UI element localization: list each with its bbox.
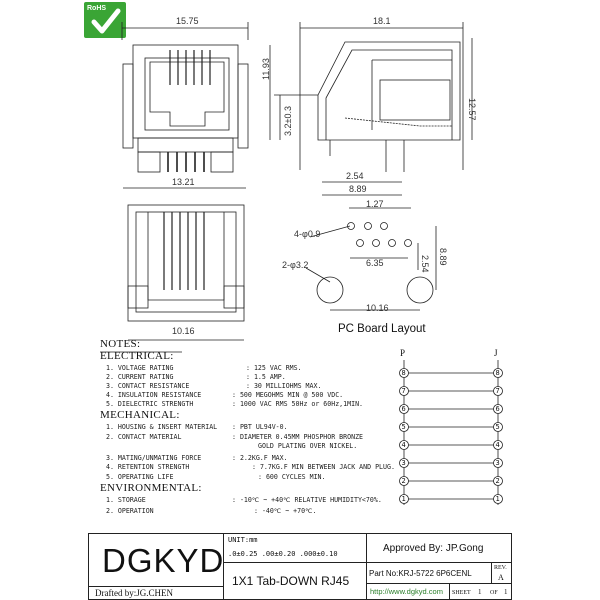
spec-value: : 500 MEGOHMS MIN @ 500 VDC. (232, 391, 344, 399)
spec-label: 4. RETENTION STRENGTH (106, 463, 190, 471)
spec-value: : 1000 VAC RMS 50Hz or 60Hz,1MIN. (232, 400, 364, 408)
dim-pin-span-side: 8.89 (349, 184, 367, 194)
dim-pin-height: 3.2±0.3 (283, 106, 293, 136)
drafted-cell (88, 586, 224, 600)
drawing-title: 1X1 Tab-DOWN RJ45 (232, 574, 350, 588)
dim-bottom-depth: 10.16 (172, 326, 195, 336)
drafted-by: Drafted by:JG.CHEN (95, 588, 173, 598)
company-url: http://www.dgkyd.com (370, 587, 443, 596)
bottom-view (123, 188, 246, 340)
dim-pcb-post-span: 10.16 (366, 303, 389, 313)
dim-side-width: 18.1 (373, 16, 391, 26)
pcb-layout-label: PC Board Layout (338, 323, 426, 335)
spec-value: : -40℃ ~ +70℃. (254, 507, 317, 515)
pin-right: 3 (495, 458, 500, 467)
part-number: Part No:KRJ-5722 6P6CENL (369, 569, 472, 578)
dim-pcb-vert-2: 8.89 (438, 248, 448, 266)
pin-left: 2 (401, 476, 406, 485)
spec-value: : 2.2KG.F MAX. (232, 454, 288, 462)
wiring-left-label: P (400, 348, 406, 358)
spec-label: 1. HOUSING & INSERT MATERIAL (106, 423, 218, 431)
dim-height-left: 11.93 (261, 58, 271, 80)
rev-cell (491, 562, 512, 584)
title-cell (223, 562, 367, 600)
dim-bottom-width: 13.21 (172, 177, 195, 187)
spec-value: : 1.5 AMP. (246, 373, 286, 381)
unit-label: UNIT:mm (228, 536, 258, 544)
spec-label: 5. OPERATING LIFE (106, 473, 174, 481)
pin-right: 8 (495, 368, 500, 377)
environmental-heading: ENVIRONMENTAL: (100, 482, 202, 494)
pin-left: 4 (401, 440, 406, 449)
dim-pcb-span: 6.35 (366, 258, 384, 268)
wiring-right-label: J (494, 348, 498, 358)
unit-cell (223, 533, 367, 563)
approved-by: Approved By: JP.Gong (383, 543, 484, 554)
notes-heading: NOTES: (100, 338, 141, 350)
approved-cell (366, 533, 512, 563)
pin-left: 5 (401, 422, 406, 431)
dim-height-right: 12.57 (467, 98, 477, 121)
spec-label: 3. CONTACT RESISTANCE (106, 382, 190, 390)
pin-left: 6 (401, 404, 406, 413)
spec-value: : 600 CYCLES MIN. (258, 473, 326, 481)
dim-pcb-vert-1: 2.54 (420, 255, 430, 273)
rohs-label: RoHS (87, 5, 107, 12)
spec-value: GOLD PLATING OVER NICKEL. (258, 442, 358, 450)
spec-label: 4. INSULATION RESISTANCE (106, 391, 202, 399)
spec-value: : DIAMETER 0.45MM PHOSPHOR BRONZE (232, 433, 364, 441)
wiring-diagram (400, 360, 503, 505)
rev-value: A (498, 573, 504, 582)
part-cell (366, 562, 492, 584)
spec-label: 2. CONTACT MATERIAL (106, 433, 182, 441)
dim-front-width: 15.75 (176, 16, 199, 26)
sheet-cell (449, 583, 512, 600)
of-label: OF (490, 590, 498, 596)
front-view (122, 22, 248, 172)
electrical-heading: ELECTRICAL: (100, 350, 174, 362)
spec-label: 1. VOLTAGE RATING (106, 364, 174, 372)
pin-left: 3 (401, 458, 406, 467)
pin-right: 6 (495, 404, 500, 413)
spec-value: : 30 MILLIOHMS MAX. (246, 382, 322, 390)
sheet-number: 1 (478, 588, 482, 596)
rev-label: REV. (494, 565, 507, 571)
spec-value: : PBT UL94V-0. (232, 423, 288, 431)
spec-label: 3. MATING/UNMATING FORCE (106, 454, 202, 462)
pin-right: 1 (495, 494, 500, 503)
tolerances: .0±0.25 .00±0.20 .000±0.10 (228, 550, 338, 558)
spec-value: : 7.7KG.F MIN BETWEEN JACK AND PLUG. (252, 463, 395, 471)
spec-value: : 125 VAC RMS. (246, 364, 302, 372)
spec-value: : -10℃ ~ +40℃ RELATIVE HUMIDITY<70%. (232, 496, 382, 504)
sheet-label: SHEET (452, 590, 471, 596)
dim-pcb-pitch: 1.27 (366, 199, 384, 209)
pin-right: 2 (495, 476, 500, 485)
spec-label: 2. OPERATION (106, 507, 154, 515)
company-cell (88, 533, 224, 587)
url-cell (366, 583, 450, 600)
dim-pcb-hole: 4-φ0.9 (294, 229, 321, 239)
of-number: 1 (504, 588, 508, 596)
side-view (270, 22, 472, 195)
company-logo: DGKYD (102, 542, 225, 579)
pin-left: 7 (401, 386, 406, 395)
dim-pcb-post: 2-φ3.2 (282, 260, 309, 270)
spec-label: 5. DIELECTRIC STRENGTH (106, 400, 194, 408)
pin-left: 1 (401, 494, 406, 503)
pin-right: 4 (495, 440, 500, 449)
mechanical-heading: MECHANICAL: (100, 409, 180, 421)
pin-right: 5 (495, 422, 500, 431)
pin-left: 8 (401, 368, 406, 377)
pin-right: 7 (495, 386, 500, 395)
dim-pitch-side: 2.54 (346, 171, 364, 181)
spec-label: 2. CURRENT RATING (106, 373, 174, 381)
spec-label: 1. STORAGE (106, 496, 146, 504)
